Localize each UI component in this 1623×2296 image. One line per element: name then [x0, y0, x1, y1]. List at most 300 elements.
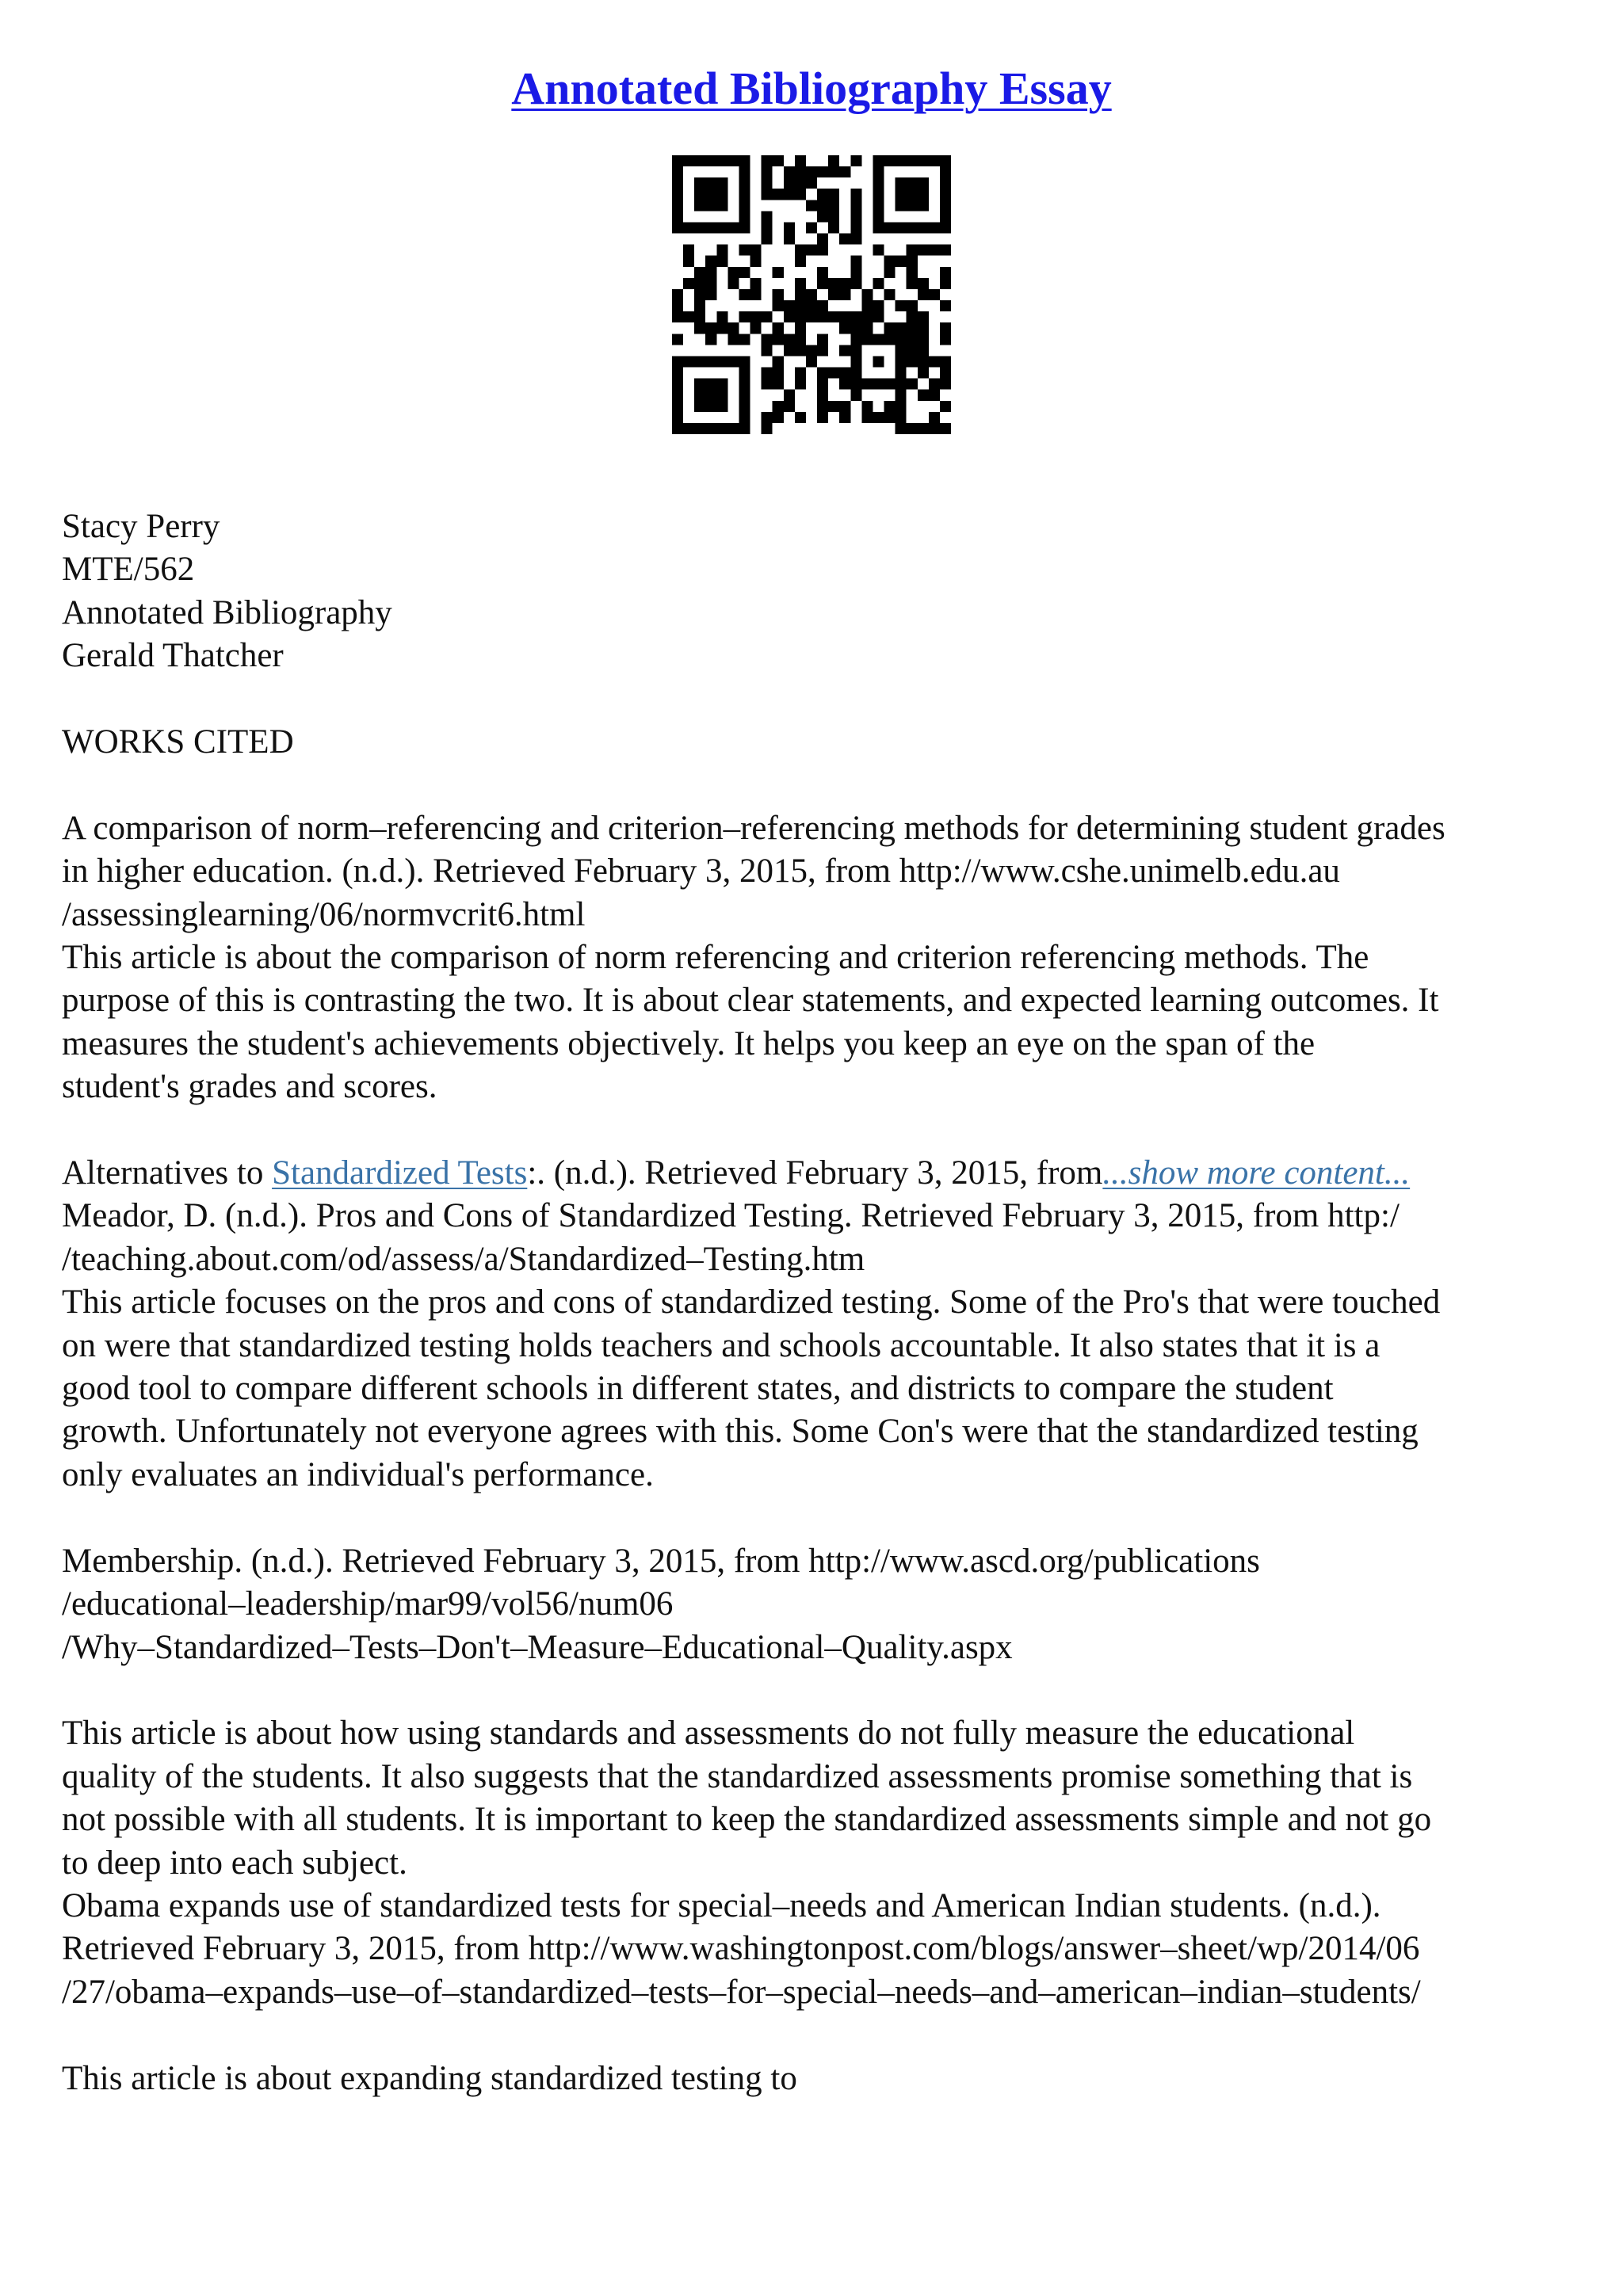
qr-module: [762, 379, 773, 390]
qr-module: [873, 200, 884, 211]
qr-module: [683, 311, 694, 322]
qr-module: [817, 245, 828, 256]
qr-module: [839, 345, 850, 356]
qr-module: [828, 401, 839, 412]
instructor-name: Gerald Thatcher: [62, 637, 284, 675]
qr-module: [795, 155, 806, 166]
qr-module: [907, 345, 918, 356]
qr-module: [739, 311, 750, 322]
qr-module: [896, 412, 907, 423]
qr-module: [884, 155, 896, 166]
qr-module: [940, 166, 951, 177]
qr-module: [683, 222, 694, 233]
qr-module: [817, 390, 828, 401]
qr-module: [873, 222, 884, 233]
qr-module: [694, 200, 705, 211]
qr-module: [773, 155, 784, 166]
qr-module: [672, 311, 683, 322]
qr-module: [705, 200, 716, 211]
qr-module: [907, 311, 918, 322]
qr-module: [705, 322, 716, 334]
qr-module: [918, 177, 929, 189]
qr-module: [873, 245, 884, 256]
entry-4-annotation: [62, 1712, 1568, 1885]
qr-module: [850, 189, 861, 200]
qr-module: [850, 311, 861, 322]
qr-module: [694, 155, 705, 166]
author-header: [62, 505, 1568, 678]
entry-1-annotation-line: This article is about the comparison of norm referencing and criterion referencing methods. The: [62, 939, 1369, 977]
qr-module: [907, 200, 918, 211]
entry-2: [62, 1152, 1568, 1195]
qr-module: [896, 423, 907, 434]
qr-module: [705, 379, 716, 390]
qr-module: [873, 311, 884, 322]
qr-module: [694, 300, 705, 311]
qr-module: [940, 211, 951, 222]
qr-module: [784, 222, 795, 233]
qr-module: [873, 155, 884, 166]
qr-module: [806, 200, 817, 211]
entry-3-annotation-line: growth. Unfortunately not everyone agrees with this. Some Con's were that the standardized testing: [62, 1413, 1419, 1451]
qr-module: [672, 155, 683, 166]
qr-module: [828, 189, 839, 200]
qr-module: [784, 334, 795, 345]
qr-module: [716, 222, 727, 233]
qr-module: [762, 166, 773, 177]
qr-module: [839, 278, 850, 289]
qr-module: [694, 423, 705, 434]
qr-module: [884, 379, 896, 390]
entry-1-citation-line: /assessinglearning/06/normvcrit6.html: [62, 895, 586, 933]
qr-module: [683, 245, 694, 256]
qr-module: [896, 256, 907, 267]
qr-module: [739, 401, 750, 412]
qr-module: [739, 412, 750, 423]
spacer: [62, 2014, 1568, 2057]
qr-module: [918, 155, 929, 166]
qr-module: [918, 334, 929, 345]
qr-module: [773, 189, 784, 200]
qr-module: [705, 256, 716, 267]
entry-5-citation-line: Retrieved February 3, 2015, from http://www.washingtonpost.com/blogs/answer–sheet/wp/2014/06: [62, 1930, 1420, 1968]
qr-module: [806, 177, 817, 189]
qr-module: [762, 423, 773, 434]
qr-module: [672, 368, 683, 379]
qr-module: [762, 177, 773, 189]
qr-module: [795, 412, 806, 423]
qr-module: [907, 155, 918, 166]
qr-module: [705, 390, 716, 401]
qr-module: [739, 289, 750, 300]
qr-module: [907, 356, 918, 367]
qr-module: [694, 401, 705, 412]
qr-module: [940, 423, 951, 434]
qr-module: [884, 322, 896, 334]
qr-module: [850, 368, 861, 379]
qr-module: [762, 222, 773, 233]
qr-module: [762, 334, 773, 345]
qr-module: [918, 345, 929, 356]
qr-module: [850, 211, 861, 222]
qr-module: [839, 166, 850, 177]
qr-module: [784, 189, 795, 200]
qr-module: [739, 267, 750, 278]
entry-4: [62, 1540, 1568, 1669]
qr-module: [727, 278, 739, 289]
course-code: MTE/562: [62, 551, 195, 589]
qr-module: [806, 289, 817, 300]
qr-module: [929, 245, 940, 256]
qr-module: [773, 289, 784, 300]
qr-module: [716, 401, 727, 412]
qr-module: [750, 311, 762, 322]
qr-module: [716, 245, 727, 256]
qr-module: [750, 322, 762, 334]
qr-module: [918, 368, 929, 379]
qr-module: [850, 256, 861, 267]
qr-module: [817, 189, 828, 200]
qr-module: [850, 334, 861, 345]
entry-4-annotation-line: to deep into each subject.: [62, 1844, 407, 1882]
qr-module: [739, 166, 750, 177]
qr-module: [940, 189, 951, 200]
qr-module: [672, 189, 683, 200]
qr-module: [705, 423, 716, 434]
qr-module: [839, 401, 850, 412]
qr-module: [940, 356, 951, 367]
qr-module: [773, 356, 784, 367]
qr-module: [896, 345, 907, 356]
entry-5: [62, 1885, 1568, 2014]
qr-module: [795, 289, 806, 300]
qr-module: [817, 166, 828, 177]
qr-module: [672, 211, 683, 222]
qr-module: [784, 345, 795, 356]
qr-module: [806, 345, 817, 356]
title-link[interactable]: Annotated Bibliography Essay: [511, 63, 1112, 114]
qr-module: [940, 278, 951, 289]
qr-module: [739, 379, 750, 390]
qr-module: [839, 412, 850, 423]
qr-module: [672, 289, 683, 300]
qr-module: [929, 412, 940, 423]
qr-module: [850, 267, 861, 278]
qr-module: [884, 222, 896, 233]
qr-module: [773, 322, 784, 334]
qr-module: [918, 356, 929, 367]
qr-code-icon: [672, 155, 951, 434]
qr-module: [705, 177, 716, 189]
qr-module: [806, 222, 817, 233]
qr-module: [683, 256, 694, 267]
document-body: [62, 505, 1568, 2100]
qr-module: [839, 234, 850, 245]
spacer: [62, 1497, 1568, 1539]
qr-module: [750, 289, 762, 300]
qr-module: [773, 368, 784, 379]
entry-5-citation-line: /27/obama–expands–use–of–standardized–tests–for–special–needs–and–american–indian–students/: [62, 1973, 1421, 2011]
qr-module: [839, 368, 850, 379]
qr-module: [694, 177, 705, 189]
qr-module: [929, 222, 940, 233]
qr-module: [861, 289, 873, 300]
works-cited-heading: WORKS CITED: [62, 723, 294, 761]
qr-module: [884, 334, 896, 345]
qr-module: [861, 311, 873, 322]
entry-2-suffix: :. (n.d.). Retrieved February 3, 2015, from: [527, 1154, 1103, 1192]
qr-module: [762, 234, 773, 245]
qr-module: [839, 379, 850, 390]
entry-4-annotation-line: This article is about how using standards and assessments do not fully measure the educational: [62, 1714, 1355, 1753]
qr-module: [817, 401, 828, 412]
standardized-tests-link[interactable]: Standardized Tests: [272, 1154, 528, 1192]
qr-module: [850, 356, 861, 367]
spacer: [62, 678, 1568, 721]
qr-module: [750, 256, 762, 267]
qr-module: [784, 401, 795, 412]
qr-module: [739, 211, 750, 222]
qr-module: [739, 356, 750, 367]
qr-module: [907, 334, 918, 345]
entry-1-annotation-line: purpose of this is contrasting the two. It is about clear statements, and expected learning outcomes. It: [62, 982, 1439, 1020]
qr-module: [918, 311, 929, 322]
qr-module: [918, 322, 929, 334]
entry-3-annotation-line: good tool to compare different schools in different states, and districts to compare the student: [62, 1370, 1334, 1408]
qr-module: [694, 278, 705, 289]
qr-module: [861, 379, 873, 390]
qr-module: [828, 166, 839, 177]
entry-1-annotation-line: student's grades and scores.: [62, 1068, 437, 1106]
qr-module: [884, 267, 896, 278]
entry-5-annotation: [62, 2058, 1568, 2100]
qr-module: [716, 200, 727, 211]
spacer: [62, 1669, 1568, 1712]
qr-module: [716, 423, 727, 434]
qr-module: [683, 356, 694, 367]
qr-module: [884, 401, 896, 412]
qr-module: [694, 379, 705, 390]
qr-module: [940, 368, 951, 379]
qr-module: [873, 300, 884, 311]
qr-module: [672, 300, 683, 311]
show-more-content-link[interactable]: ...show more content...: [1102, 1154, 1411, 1192]
qr-module: [896, 334, 907, 345]
entry-3-annotation-line: on were that standardized testing holds teachers and schools accountable. It also states that it is a: [62, 1326, 1381, 1364]
qr-module: [861, 300, 873, 311]
qr-module: [705, 267, 716, 278]
qr-module: [907, 423, 918, 434]
qr-module: [739, 245, 750, 256]
qr-module: [716, 155, 727, 166]
qr-module: [907, 177, 918, 189]
entry-2-prefix: Alternatives to: [62, 1154, 273, 1192]
entry-3-citation-line: /teaching.about.com/od/assess/a/Standardized–Testing.htm: [62, 1240, 865, 1278]
qr-module: [795, 166, 806, 177]
qr-module: [873, 356, 884, 367]
qr-module: [795, 256, 806, 267]
entry-4-citation-line: Membership. (n.d.). Retrieved February 3, 2015, from http://www.ascd.org/publications: [62, 1542, 1260, 1580]
qr-module: [795, 345, 806, 356]
qr-module: [873, 379, 884, 390]
qr-module: [896, 322, 907, 334]
assignment-title: Annotated Bibliography: [62, 593, 392, 631]
qr-module: [795, 322, 806, 334]
qr-code-graphic: [672, 155, 951, 434]
qr-module: [828, 368, 839, 379]
qr-module: [727, 423, 739, 434]
qr-module: [817, 368, 828, 379]
qr-module: [705, 222, 716, 233]
entry-3: [62, 1195, 1568, 1497]
qr-module: [817, 345, 828, 356]
qr-module: [929, 356, 940, 367]
qr-module: [784, 390, 795, 401]
qr-module: [739, 368, 750, 379]
qr-module: [896, 379, 907, 390]
qr-module: [918, 200, 929, 211]
qr-module: [817, 267, 828, 278]
qr-module: [762, 211, 773, 222]
qr-module: [940, 267, 951, 278]
qr-module: [705, 401, 716, 412]
qr-module: [940, 322, 951, 334]
qr-module: [727, 222, 739, 233]
qr-module: [873, 334, 884, 345]
qr-module: [817, 300, 828, 311]
qr-module: [817, 211, 828, 222]
qr-module: [817, 234, 828, 245]
qr-module: [918, 390, 929, 401]
qr-module: [795, 278, 806, 289]
qr-module: [873, 412, 884, 423]
qr-module: [716, 189, 727, 200]
qr-module: [795, 300, 806, 311]
qr-module: [918, 189, 929, 200]
qr-module: [694, 289, 705, 300]
qr-module: [850, 200, 861, 211]
qr-module: [884, 256, 896, 267]
qr-module: [896, 177, 907, 189]
qr-module: [896, 390, 907, 401]
qr-module: [896, 401, 907, 412]
qr-module: [873, 189, 884, 200]
qr-module: [672, 200, 683, 211]
qr-module: [795, 379, 806, 390]
qr-module: [795, 189, 806, 200]
author-name: Stacy Perry: [62, 508, 220, 545]
qr-module: [828, 155, 839, 166]
qr-module: [929, 390, 940, 401]
qr-module: [873, 278, 884, 289]
qr-module: [773, 267, 784, 278]
qr-module: [716, 322, 727, 334]
qr-module: [727, 267, 739, 278]
qr-module: [817, 278, 828, 289]
qr-module: [773, 300, 784, 311]
qr-module: [929, 423, 940, 434]
qr-module: [828, 278, 839, 289]
qr-module: [861, 412, 873, 423]
entry-3-annotation-line: This article focuses on the pros and cons of standardized testing. Some of the Pro's that were touched: [62, 1283, 1441, 1322]
qr-module: [795, 245, 806, 256]
qr-module: [817, 311, 828, 322]
qr-module: [907, 322, 918, 334]
qr-module: [750, 278, 762, 289]
qr-module: [940, 222, 951, 233]
entry-4-annotation-line: quality of the students. It also suggests that the standardized assessments promise something that is: [62, 1757, 1413, 1795]
qr-module: [850, 345, 861, 356]
qr-module: [817, 379, 828, 390]
qr-module: [940, 379, 951, 390]
qr-module: [762, 189, 773, 200]
qr-module: [727, 334, 739, 345]
qr-module: [896, 189, 907, 200]
qr-module: [784, 166, 795, 177]
qr-module: [907, 222, 918, 233]
qr-module: [884, 412, 896, 423]
qr-module: [861, 334, 873, 345]
qr-module: [716, 256, 727, 267]
qr-module: [873, 211, 884, 222]
entry-5-citation-line: Obama expands use of standardized tests for special–needs and American Indian students. (n.d.).: [62, 1886, 1381, 1924]
qr-module: [839, 289, 850, 300]
qr-module: [672, 412, 683, 423]
qr-module: [694, 311, 705, 322]
qr-module: [762, 155, 773, 166]
qr-module: [940, 334, 951, 345]
qr-module: [907, 300, 918, 311]
qr-module: [750, 245, 762, 256]
qr-module: [784, 311, 795, 322]
qr-module: [784, 177, 795, 189]
qr-module: [694, 189, 705, 200]
qr-module: [940, 300, 951, 311]
qr-module: [762, 311, 773, 322]
qr-module: [705, 155, 716, 166]
qr-module: [739, 155, 750, 166]
qr-module: [806, 166, 817, 177]
spacer: [62, 764, 1568, 807]
qr-module: [672, 334, 683, 345]
qr-module: [739, 200, 750, 211]
qr-module: [918, 222, 929, 233]
qr-module: [907, 278, 918, 289]
qr-module: [896, 300, 907, 311]
qr-module: [940, 177, 951, 189]
qr-module: [850, 155, 861, 166]
qr-module: [716, 390, 727, 401]
entry-4-citation-line: /educational–leadership/mar99/vol56/num06: [62, 1585, 674, 1623]
qr-module: [918, 245, 929, 256]
qr-module: [672, 177, 683, 189]
qr-module: [773, 334, 784, 345]
qr-module: [940, 401, 951, 412]
qr-module: [727, 356, 739, 367]
qr-module: [672, 166, 683, 177]
qr-module: [907, 245, 918, 256]
qr-module: [817, 412, 828, 423]
qr-module: [739, 334, 750, 345]
qr-module: [762, 368, 773, 379]
entry-1-annotation-line: measures the student's achievements objectively. It helps you keep an eye on the span of the: [62, 1024, 1316, 1062]
qr-module: [850, 234, 861, 245]
entry-1: [62, 807, 1568, 1109]
qr-module: [806, 245, 817, 256]
qr-module: [817, 334, 828, 345]
qr-module: [896, 222, 907, 233]
qr-module: [839, 322, 850, 334]
